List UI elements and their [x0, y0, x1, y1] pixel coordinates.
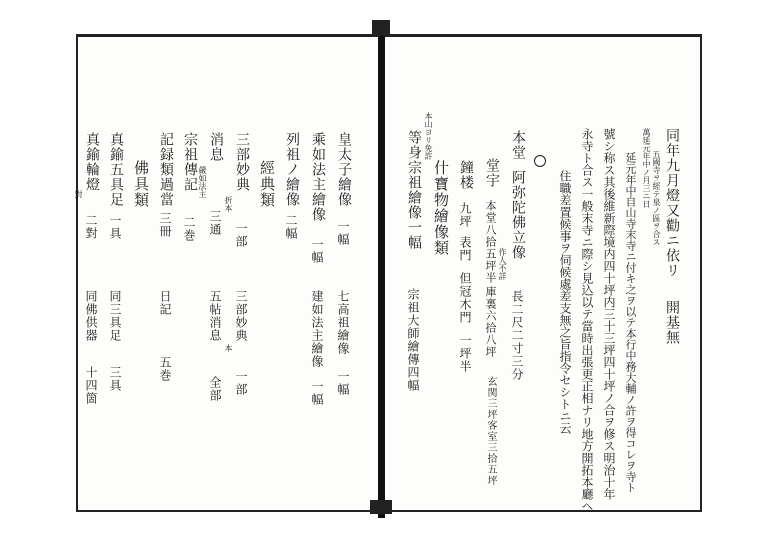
- text-column: 宗祖大師繪傳四幅: [406, 288, 420, 392]
- text-column: 一幅: [310, 238, 324, 264]
- text-column: 二對: [84, 214, 98, 240]
- text-column: 真鍮輪燈: [84, 132, 100, 192]
- right-page: [384, 34, 702, 512]
- text-column: 五帖消息: [208, 290, 222, 342]
- text-column: 皇太子繪像: [336, 132, 352, 207]
- section-heading: 什寶物繪像類: [432, 160, 450, 256]
- text-column: 但冠木門: [458, 272, 472, 324]
- text-column: 長二尺二寸三分: [510, 290, 524, 381]
- text-column: 一具: [108, 214, 122, 240]
- text-column: 一坪半: [458, 334, 472, 373]
- text-column: 一幅: [336, 370, 350, 396]
- text-column: 一幅: [310, 380, 324, 406]
- text-column: 真鍮五具足: [108, 132, 124, 207]
- book-spine: [378, 22, 385, 518]
- text-column: 客室三拾五坪: [485, 420, 496, 486]
- text-column: 三通: [208, 210, 222, 236]
- text-column: 三冊: [158, 212, 172, 238]
- text-column: 本堂: [510, 130, 526, 160]
- text-column: 宗祖傳記: [182, 132, 198, 192]
- text-column: 消息: [208, 132, 224, 162]
- text-column: 同年九月燈又勸ニ依リ: [664, 128, 680, 278]
- text-column: 二幅: [284, 214, 298, 240]
- text-column: 等身宗祖繪像一幅: [406, 130, 422, 250]
- text-column: 一部: [234, 370, 248, 396]
- text-column: 鐘楼: [458, 160, 474, 190]
- text-column: 十四箇: [84, 366, 98, 405]
- annotation: 五國寺ヲ經テ泉ノ區ヲ合ス: [652, 150, 661, 246]
- text-column: 表門: [458, 236, 472, 262]
- text-column: 三部妙典: [234, 290, 248, 342]
- annotation: 對: [74, 190, 83, 198]
- section-heading: 佛具類: [132, 160, 150, 208]
- spine-binding-bottom: [370, 500, 392, 514]
- text-column: 二巻: [182, 216, 196, 242]
- left-page: [76, 34, 380, 512]
- annotation: 折本: [224, 196, 233, 212]
- spine-binding-top: [372, 20, 390, 36]
- text-column: 同佛供器: [84, 290, 98, 342]
- text-column: 本堂八拾五坪半: [484, 200, 497, 284]
- text-column: 延元年中自山寺末寺ニ付キ之ヲ以テ本行中務大輔ノ許ヲ得コレヲ寺ト: [624, 152, 637, 493]
- annotation: 萬延元年中ノ月三ニ日: [642, 128, 651, 208]
- section-heading: 經典類: [258, 160, 276, 208]
- annotation: 嚴如法主: [198, 166, 207, 198]
- text-column: 住職差置候事ヲ伺候處差支無之旨指令セシトニ云: [558, 170, 572, 434]
- text-column: 阿弥陀佛立像: [510, 170, 526, 260]
- text-column: 號シ称ス其後維新際境内四十坪内三十三坪四十坪ノ合ヲ修ス明治十年: [602, 128, 616, 500]
- text-column: 全部: [208, 376, 222, 402]
- text-column: 記録類過當: [158, 132, 174, 207]
- text-column: 五巻: [158, 356, 172, 382]
- text-column: 永寺ト合ス一般末寺ニ際シ見込以テ當時出張更正相ナリ地方開拓本廳ヘ: [580, 128, 594, 512]
- text-column: 一幅: [336, 220, 350, 246]
- circle-mark: [534, 155, 546, 167]
- text-column: 庫裏六拾八坪: [484, 286, 497, 358]
- text-column: 三部妙典: [234, 132, 250, 192]
- annotation: 本山ヨリ免許: [424, 112, 433, 160]
- text-column: 列祖ノ繪像: [284, 132, 300, 207]
- text-column: 日記: [158, 290, 172, 316]
- text-column: 堂宇: [484, 158, 500, 188]
- text-column: 七高祖繪像: [336, 290, 350, 355]
- text-column: 建如法主繪像: [310, 290, 324, 368]
- text-column: 開基無: [664, 300, 680, 345]
- annotation: 本: [224, 344, 233, 352]
- text-column: 玄関三坪: [485, 376, 496, 420]
- text-column: 一部: [234, 222, 248, 248]
- text-column: 同三具足: [108, 290, 122, 342]
- annotation: 作人不詳: [498, 248, 507, 280]
- text-column: 九坪: [458, 202, 472, 228]
- text-column: 三具: [108, 366, 122, 392]
- text-column: 乘如法主繪像: [310, 132, 326, 222]
